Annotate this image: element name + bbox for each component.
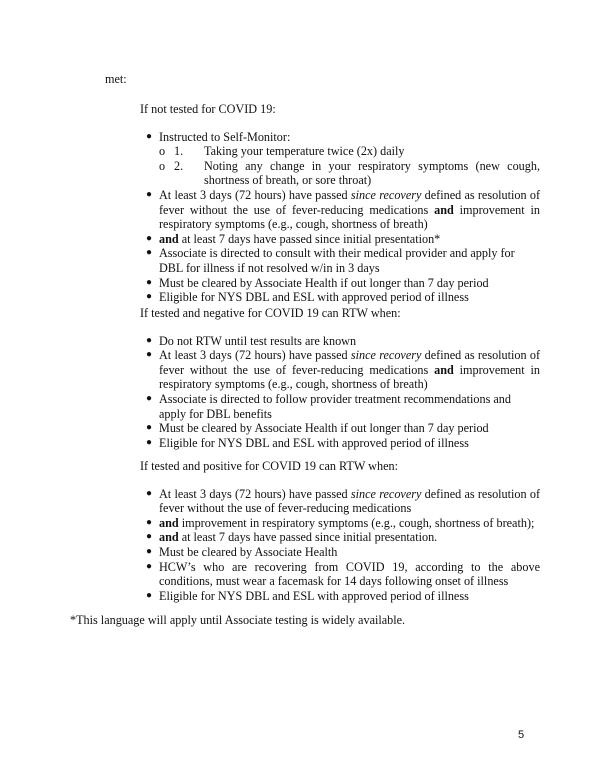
item-text: Must be cleared by Associate Health if out longer than 7 day period [159,421,489,436]
list-item [140,392,540,421]
bold-text: and [159,530,179,545]
item-text: Do not RTW until test results are known [159,333,357,348]
list-item [140,290,540,305]
item-number: 2. [174,158,184,173]
bullet-icon: ● [146,334,153,346]
bullet-list [140,334,540,451]
list-item [140,560,540,589]
emphasis-text: since recovery [350,187,422,202]
page-number: 5 [518,729,525,741]
text-run: At least 3 days (72 hours) have passed [159,348,351,363]
bold-text: and [159,515,179,530]
bullet-icon: ● [146,531,153,543]
intro-text: met: [105,72,127,86]
list-item [140,130,540,188]
self-monitor-label: Instructed to Self-Monitor: [159,129,291,144]
bullet-icon: ● [146,422,153,434]
list-item [140,421,540,436]
list-item [140,589,540,604]
bullet-icon: ● [146,232,153,244]
bullet-icon: ● [146,291,153,303]
section-heading: If not tested for COVID 19: [140,102,276,116]
list-item [140,246,540,275]
footnote: *This language will apply until Associate testing is widely available. [70,613,406,627]
list-item [140,232,540,247]
bullet-icon: ● [146,392,153,404]
section-tested-negative [140,306,540,450]
text-run: defined as resolution of fever without the use of fever-reducing medications [159,486,541,516]
section-not-tested [140,102,540,305]
text-run: improvement in respiratory symptoms (e.g., cough, shortness of breath); [178,515,535,530]
section-tested-positive [140,459,540,603]
bullet-icon: ● [146,247,153,259]
emphasis-text: since recovery [350,486,422,501]
item-text: Must be cleared by Associate Health if out longer than 7 day period [159,275,489,290]
text-run: At least 3 days (72 hours) have passed [159,486,351,501]
item-text: HCW’s who are recovering from COVID 19, according to the above conditions, must wear a facemask for 14 days following onset of illness [159,559,540,589]
text-run: defined as resolution of fever without the use of fever-reducing medications [159,348,541,377]
bold-text: and [434,362,454,377]
list-item [140,436,540,451]
bullet-icon: ● [146,487,153,499]
list-item [140,516,540,531]
text-run: at least 7 days have passed since initial presentation. [178,530,438,545]
list-item [140,545,540,560]
text-run: defined as resolution of fever without the use of fever-reducing medications [159,187,541,217]
bold-text: and [434,202,454,217]
circle-bullet-icon: o [159,144,166,159]
text-run: at least 7 days have passed since initial presentation* [178,231,441,246]
sub-list-item [159,159,540,188]
bullet-list [140,487,540,604]
item-text: Must be cleared by Associate Health [159,544,338,559]
item-text: Eligible for NYS DBL and ESL with approved period of illness [159,290,469,305]
item-text: Eligible for NYS DBL and ESL with approved period of illness [159,435,469,450]
list-item [140,334,540,349]
bullet-icon: ● [146,188,153,200]
item-text: Associate is directed to consult with their medical provider and apply for DBL for illness if not resolved w/in in 3 days [159,246,515,275]
bullet-icon: ● [146,560,153,572]
bullet-icon: ● [146,516,153,528]
text-run: At least 3 days (72 hours) have passed [159,187,351,202]
sub-list [159,144,540,188]
list-item [140,348,540,392]
bullet-icon: ● [146,545,153,557]
item-number: 1. [174,144,184,159]
bullet-icon: ● [146,349,153,361]
list-item [140,487,540,516]
section-heading: If tested and positive for COVID 19 can RTW when: [140,459,398,473]
bullet-icon: ● [146,589,153,601]
bullet-icon: ● [146,130,153,142]
sub-item-text: Noting any change in your respiratory symptoms (new cough, shortness of breath, or sore throat) [204,158,540,188]
list-item [140,276,540,291]
text-run: improvement in respiratory symptoms (e.g., cough, shortness of breath) [159,362,540,392]
section-heading: If tested and negative for COVID 19 can RTW when: [140,306,401,320]
text-run: improvement in respiratory symptoms (e.g., cough, shortness of breath) [159,202,540,232]
emphasis-text: since recovery [350,348,422,363]
list-item [140,188,540,232]
bold-text: and [159,231,179,246]
bullet-list [140,130,540,305]
circle-bullet-icon: o [159,158,166,173]
sub-list-item [159,144,540,159]
bullet-icon: ● [146,276,153,288]
list-item [140,530,540,545]
sub-item-text: Taking your temperature twice (2x) daily [204,144,405,159]
item-text: Associate is directed to follow provider treatment recommendations and apply for DBL benefits [159,391,511,421]
bullet-icon: ● [146,436,153,448]
item-text: Eligible for NYS DBL and ESL with approved period of illness [159,588,469,603]
